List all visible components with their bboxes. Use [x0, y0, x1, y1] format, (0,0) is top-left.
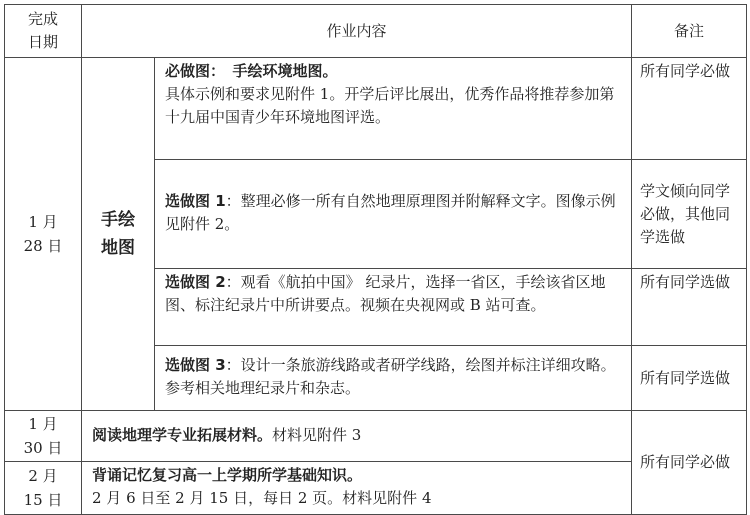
- header-date: [5, 5, 82, 58]
- note-cell: 所有同学选做: [632, 269, 747, 346]
- task-body: ：整理必修一所有自然地理原理图并附解释文字。图像示例见附件 2。: [165, 192, 616, 233]
- task-body: 具体示例和要求见附件 1。开学后评比展出，优秀作品将推荐参加第十九届中国青少年环境地图评选。: [165, 85, 615, 126]
- note-cell: 所有同学必做: [632, 58, 747, 160]
- task-title: 背诵记忆复习高一上学期所学基础知识。: [92, 466, 363, 484]
- header-content: 作业内容: [82, 5, 632, 58]
- header-notes: 备注: [632, 5, 747, 58]
- task-reading-material: [82, 411, 632, 462]
- table-row: [5, 411, 747, 462]
- note-cell-shared: 所有同学必做: [632, 411, 747, 515]
- date-month: 2 月: [28, 467, 58, 485]
- task-title: 选做图 3: [165, 356, 226, 374]
- category-line1: 手绘: [101, 210, 135, 230]
- date-day: 30 日: [23, 439, 63, 457]
- header-date-line1: 完成: [27, 10, 58, 28]
- task-optional-2: [155, 269, 632, 346]
- task-title: 必做图： 手绘环境地图。: [165, 62, 338, 80]
- task-body: 材料见附件 3: [272, 425, 362, 444]
- task-required-map: [155, 58, 632, 160]
- date-cell-feb15: [5, 462, 82, 515]
- note-cell: 所有同学选做: [632, 346, 747, 411]
- header-date-line2: 日期: [27, 33, 58, 51]
- date-month: 1 月: [28, 213, 58, 231]
- task-body: ：设计一条旅游线路或者研学线路，绘图并标注详细攻略。参考相关地理纪录片和杂志。: [165, 356, 616, 397]
- date-day: 28 日: [23, 237, 63, 255]
- homework-table: [4, 4, 747, 515]
- note-cell: 学文倾向同学必做，其他同学选做: [632, 160, 747, 269]
- date-cell-jan28: [5, 58, 82, 411]
- table-header-row: [5, 5, 747, 58]
- category-cell: [82, 58, 155, 411]
- task-title: 阅读地理学专业拓展材料。: [92, 425, 273, 444]
- task-body: ：观看《航拍中国》 纪录片，选择一省区，手绘该省区地图、标注纪录片中所讲要点。视频在央视网或 B 站可查。: [165, 273, 606, 314]
- category-line2: 地图: [101, 238, 135, 258]
- task-optional-1: [155, 160, 632, 269]
- date-day: 15 日: [23, 491, 63, 509]
- table-row: [5, 58, 747, 160]
- task-title: 选做图 2: [165, 273, 226, 291]
- task-review: [82, 462, 632, 515]
- task-body: 2 月 6 日至 2 月 15 日，每日 2 页。材料见附件 4: [92, 489, 432, 507]
- homework-table-frame: [4, 4, 746, 509]
- task-optional-3: [155, 346, 632, 411]
- date-month: 1 月: [28, 415, 58, 433]
- date-cell-jan30: [5, 411, 82, 462]
- task-title: 选做图 1: [165, 192, 226, 210]
